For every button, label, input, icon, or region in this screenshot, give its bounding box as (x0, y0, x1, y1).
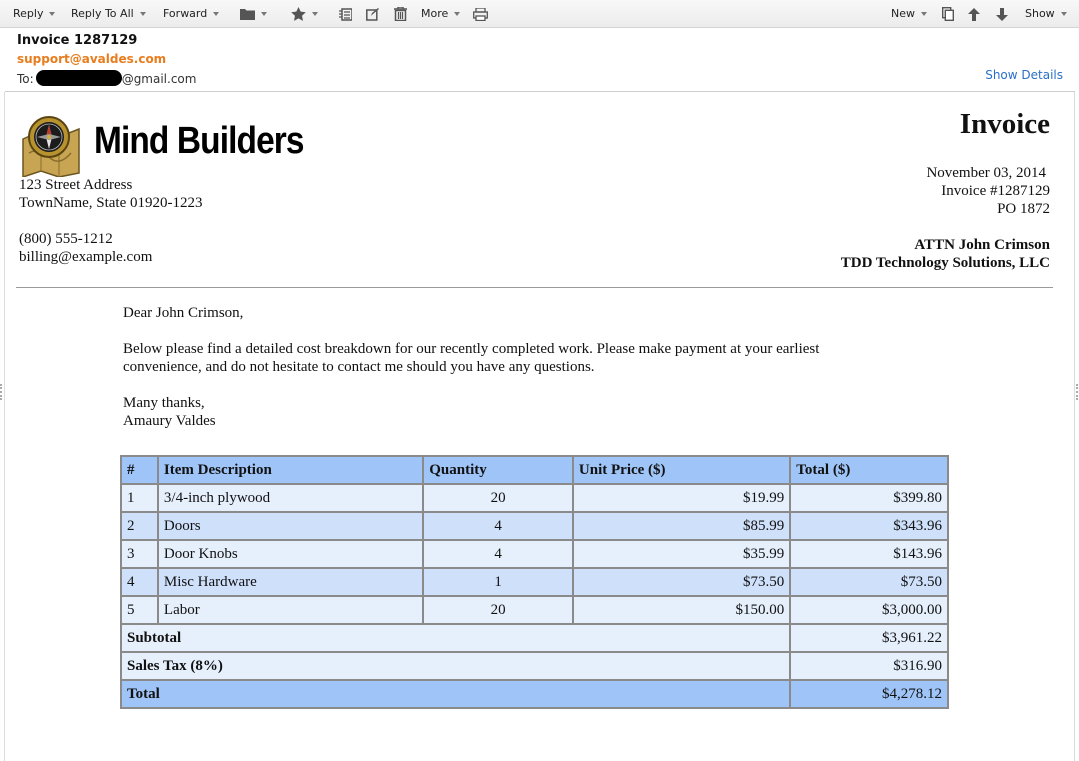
table-row (121, 568, 948, 596)
print-button[interactable] (473, 0, 488, 28)
body-line-2: convenience, and do not hesitate to contact me should you have any questions. (123, 359, 595, 375)
row-number: 5 (121, 596, 158, 624)
item-unit-price: $73.50 (573, 568, 790, 596)
compass-map-logo (19, 113, 83, 177)
signature: Amaury Valdes (123, 413, 216, 429)
item-description: Doors (158, 512, 423, 540)
company-name: Mind Builders (94, 120, 304, 162)
edit-icon (366, 8, 379, 21)
chevron-down-icon (454, 12, 460, 16)
chevron-down-icon (1061, 12, 1067, 16)
sender-address[interactable]: support@avaldes.com (17, 52, 167, 66)
tax-value: $316.90 (790, 652, 948, 680)
greeting: Dear John Crimson, (123, 305, 244, 321)
trash-icon (394, 7, 407, 21)
company-phone: (800) 555-1212 (19, 231, 113, 247)
header-total: Total ($) (790, 456, 948, 484)
next-message-button[interactable] (996, 0, 1008, 28)
row-number: 1 (121, 484, 158, 512)
item-quantity: 1 (423, 568, 573, 596)
show-label: Show (1025, 7, 1055, 20)
tax-row (121, 652, 948, 680)
delete-button[interactable] (394, 0, 407, 28)
email-toolbar (0, 0, 1079, 28)
invoice-divider (16, 287, 1053, 288)
header-unit-price: Unit Price ($) (573, 456, 790, 484)
recipient-line (17, 70, 196, 86)
folder-icon (240, 8, 255, 20)
show-button[interactable] (1025, 0, 1067, 28)
chevron-down-icon (140, 12, 146, 16)
chevron-down-icon (49, 12, 55, 16)
label-button[interactable] (339, 0, 352, 28)
item-description: 3/4-inch plywood (158, 484, 423, 512)
to-label: To: (17, 72, 34, 86)
item-unit-price: $35.99 (573, 540, 790, 568)
down-arrow-icon (996, 8, 1008, 21)
item-description: Labor (158, 596, 423, 624)
item-unit-price: $85.99 (573, 512, 790, 540)
right-pane-border (1074, 92, 1075, 761)
table-row (121, 596, 948, 624)
table-row (121, 540, 948, 568)
new-label: New (891, 7, 915, 20)
table-header-row (121, 456, 948, 484)
subtotal-value: $3,961.22 (790, 624, 948, 652)
reply-all-label: Reply To All (71, 7, 134, 20)
item-quantity: 20 (423, 484, 573, 512)
label-icon (339, 8, 352, 21)
forward-label: Forward (163, 7, 208, 20)
redacted-recipient (36, 70, 122, 86)
company-email: billing@example.com (19, 249, 153, 265)
copy-icon (942, 7, 954, 21)
total-label: Total (121, 680, 790, 708)
row-number: 2 (121, 512, 158, 540)
header-description: Item Description (158, 456, 423, 484)
chevron-down-icon (312, 12, 318, 16)
up-arrow-icon (968, 8, 980, 21)
reply-all-button[interactable] (71, 0, 146, 28)
company-address-line1: 123 Street Address (19, 177, 133, 193)
copy-button[interactable] (942, 0, 954, 28)
body-line-1: Below please find a detailed cost breakdown for our recently completed work. Please make payment at your earliest (123, 341, 820, 357)
previous-message-button[interactable] (968, 0, 980, 28)
item-description: Door Knobs (158, 540, 423, 568)
chevron-down-icon (213, 12, 219, 16)
invoice-table (120, 455, 949, 709)
item-description: Misc Hardware (158, 568, 423, 596)
more-button[interactable] (421, 0, 460, 28)
row-number: 3 (121, 540, 158, 568)
item-total: $3,000.00 (790, 596, 948, 624)
item-quantity: 4 (423, 540, 573, 568)
left-resize-handle[interactable] (0, 384, 3, 400)
subtotal-row (121, 624, 948, 652)
item-total: $73.50 (790, 568, 948, 596)
item-unit-price: $150.00 (573, 596, 790, 624)
print-icon (473, 8, 488, 21)
tax-label: Sales Tax (8%) (121, 652, 790, 680)
header-divider (5, 91, 1075, 92)
item-total: $143.96 (790, 540, 948, 568)
chevron-down-icon (921, 12, 927, 16)
edit-button[interactable] (366, 0, 379, 28)
new-button[interactable] (891, 0, 927, 28)
invoice-title: Invoice (959, 108, 1050, 140)
item-quantity: 4 (423, 512, 573, 540)
table-row (121, 484, 948, 512)
item-total: $343.96 (790, 512, 948, 540)
closing: Many thanks, (123, 395, 205, 411)
reply-button[interactable] (13, 0, 55, 28)
subtotal-label: Subtotal (121, 624, 790, 652)
row-number: 4 (121, 568, 158, 596)
more-label: More (421, 7, 449, 20)
star-icon (291, 7, 306, 21)
recipient-domain: @gmail.com (121, 72, 197, 86)
invoice-number: Invoice #1287129 (941, 183, 1050, 199)
show-details-link[interactable]: Show Details (985, 68, 1063, 82)
total-value: $4,278.12 (790, 680, 948, 708)
header-number: # (121, 456, 158, 484)
client-company: TDD Technology Solutions, LLC (840, 255, 1050, 271)
chevron-down-icon (261, 12, 267, 16)
po-number: PO 1872 (997, 201, 1050, 217)
company-address-line2: TownName, State 01920-1223 (19, 195, 203, 211)
left-pane-border (4, 92, 5, 761)
total-row (121, 680, 948, 708)
item-unit-price: $19.99 (573, 484, 790, 512)
table-row (121, 512, 948, 540)
move-folder-button[interactable] (240, 0, 267, 28)
email-subject: Invoice 1287129 (17, 33, 138, 48)
star-button[interactable] (291, 0, 318, 28)
item-total: $399.80 (790, 484, 948, 512)
invoice-date: November 03, 2014 (926, 165, 1046, 181)
forward-button[interactable] (163, 0, 219, 28)
attn-line: ATTN John Crimson (914, 237, 1050, 253)
reply-label: Reply (13, 7, 44, 20)
header-quantity: Quantity (423, 456, 573, 484)
item-quantity: 20 (423, 596, 573, 624)
